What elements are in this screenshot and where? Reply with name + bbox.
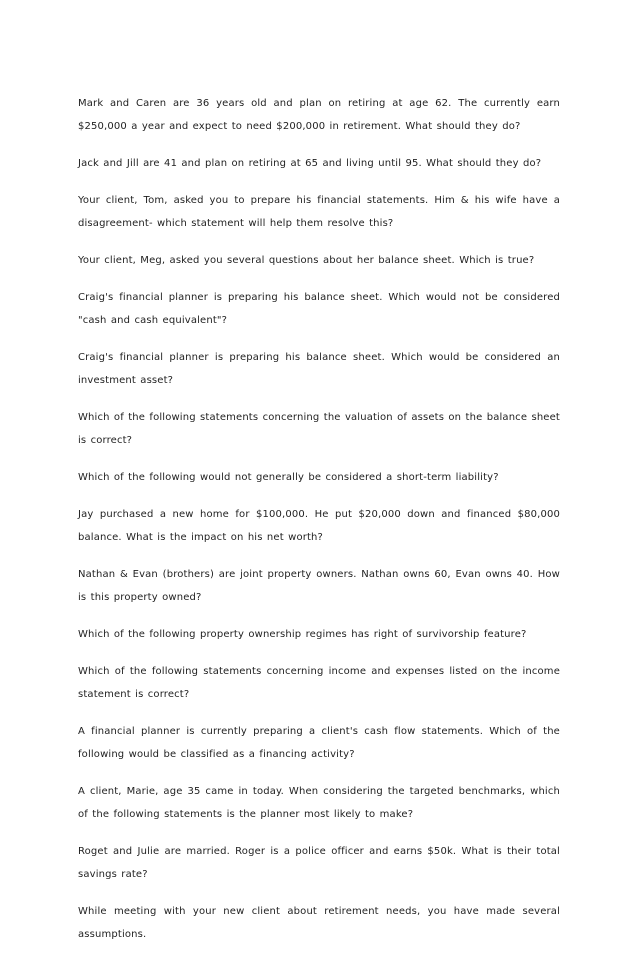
question-paragraph: Which of the following statements concerning the valuation of assets on the balance sheet is correct?: [78, 412, 560, 446]
question-list: [78, 92, 560, 960]
question-paragraph: Jack and Jill are 41 and plan on retiring at 65 and living until 95. What should they do?: [78, 158, 542, 169]
question-paragraph: A client, Marie, age 35 came in today. When considering the targeted benchmarks, which of the following statements is the planner most likely to make?: [78, 786, 560, 820]
question-paragraph: Which of the following would not generally be considered a short-term liability?: [78, 472, 499, 483]
question-paragraph: Jay purchased a new home for $100,000. He put $20,000 down and financed $80,000 balance. What is the impact on his net worth?: [78, 509, 560, 543]
question-paragraph: While meeting with your new client about retirement needs, you have made several assumptions.: [78, 906, 560, 940]
question-paragraph: Roget and Julie are married. Roger is a police officer and earns $50k. What is their total savings rate?: [78, 846, 560, 880]
question-paragraph: Craig's financial planner is preparing his balance sheet. Which would be considered an investment asset?: [78, 352, 560, 386]
question-paragraph: Your client, Meg, asked you several questions about her balance sheet. Which is true?: [78, 255, 535, 266]
question-paragraph: Your client, Tom, asked you to prepare his financial statements. Him & his wife have a disagreement- which statement will help them resolve this?: [78, 195, 560, 229]
question-paragraph: A financial planner is currently preparing a client's cash flow statements. Which of the following would be classified as a financing activity?: [78, 726, 560, 760]
question-paragraph: Nathan & Evan (brothers) are joint property owners. Nathan owns 60, Evan owns 40. How is this property owned?: [78, 569, 560, 603]
question-paragraph: Which of the following property ownership regimes has right of survivorship feature?: [78, 629, 527, 640]
question-paragraph: Craig's financial planner is preparing his balance sheet. Which would not be considered "cash and cash equivalent"?: [78, 292, 560, 326]
question-paragraph: Which of the following statements concerning income and expenses listed on the income statement is correct?: [78, 666, 560, 700]
question-paragraph: Mark and Caren are 36 years old and plan on retiring at age 62. The currently earn $250,000 a year and expect to need $200,000 in retirement. What should they do?: [78, 98, 560, 132]
